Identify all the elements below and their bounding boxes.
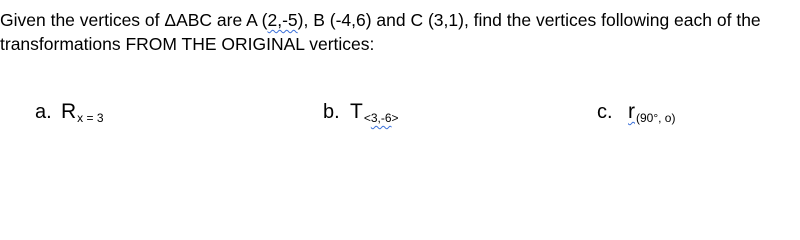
translation-subscript — [364, 111, 399, 125]
vertex-a-coordinates: 2,-5 — [267, 10, 298, 30]
translation-vector: 3,-6 — [370, 111, 392, 125]
rotation-subscript: (90°, o) — [636, 111, 676, 125]
transformation-b — [323, 100, 399, 124]
translation-symbol: T — [350, 100, 363, 123]
part-letter-a: a. — [35, 101, 52, 123]
question-part-2: ), B (-4,6) and C (3,1), find the vertices following each of the transformations FROM THE ORIGINAL vertices: — [0, 10, 761, 54]
reflection-symbol: R — [61, 100, 77, 123]
reflection-subscript: x = 3 — [77, 111, 104, 125]
transformation-c — [597, 100, 675, 124]
transformation-a — [35, 100, 104, 124]
translation-subscript-open: < — [363, 111, 371, 125]
question-part-1: Given the vertices of ΔABC are A ( — [0, 10, 268, 30]
translation-subscript-close: > — [391, 111, 399, 125]
rotation-symbol: r — [628, 100, 635, 123]
question-text — [0, 8, 798, 56]
part-letter-b: b. — [323, 101, 340, 123]
part-letter-c: c. — [597, 101, 613, 123]
